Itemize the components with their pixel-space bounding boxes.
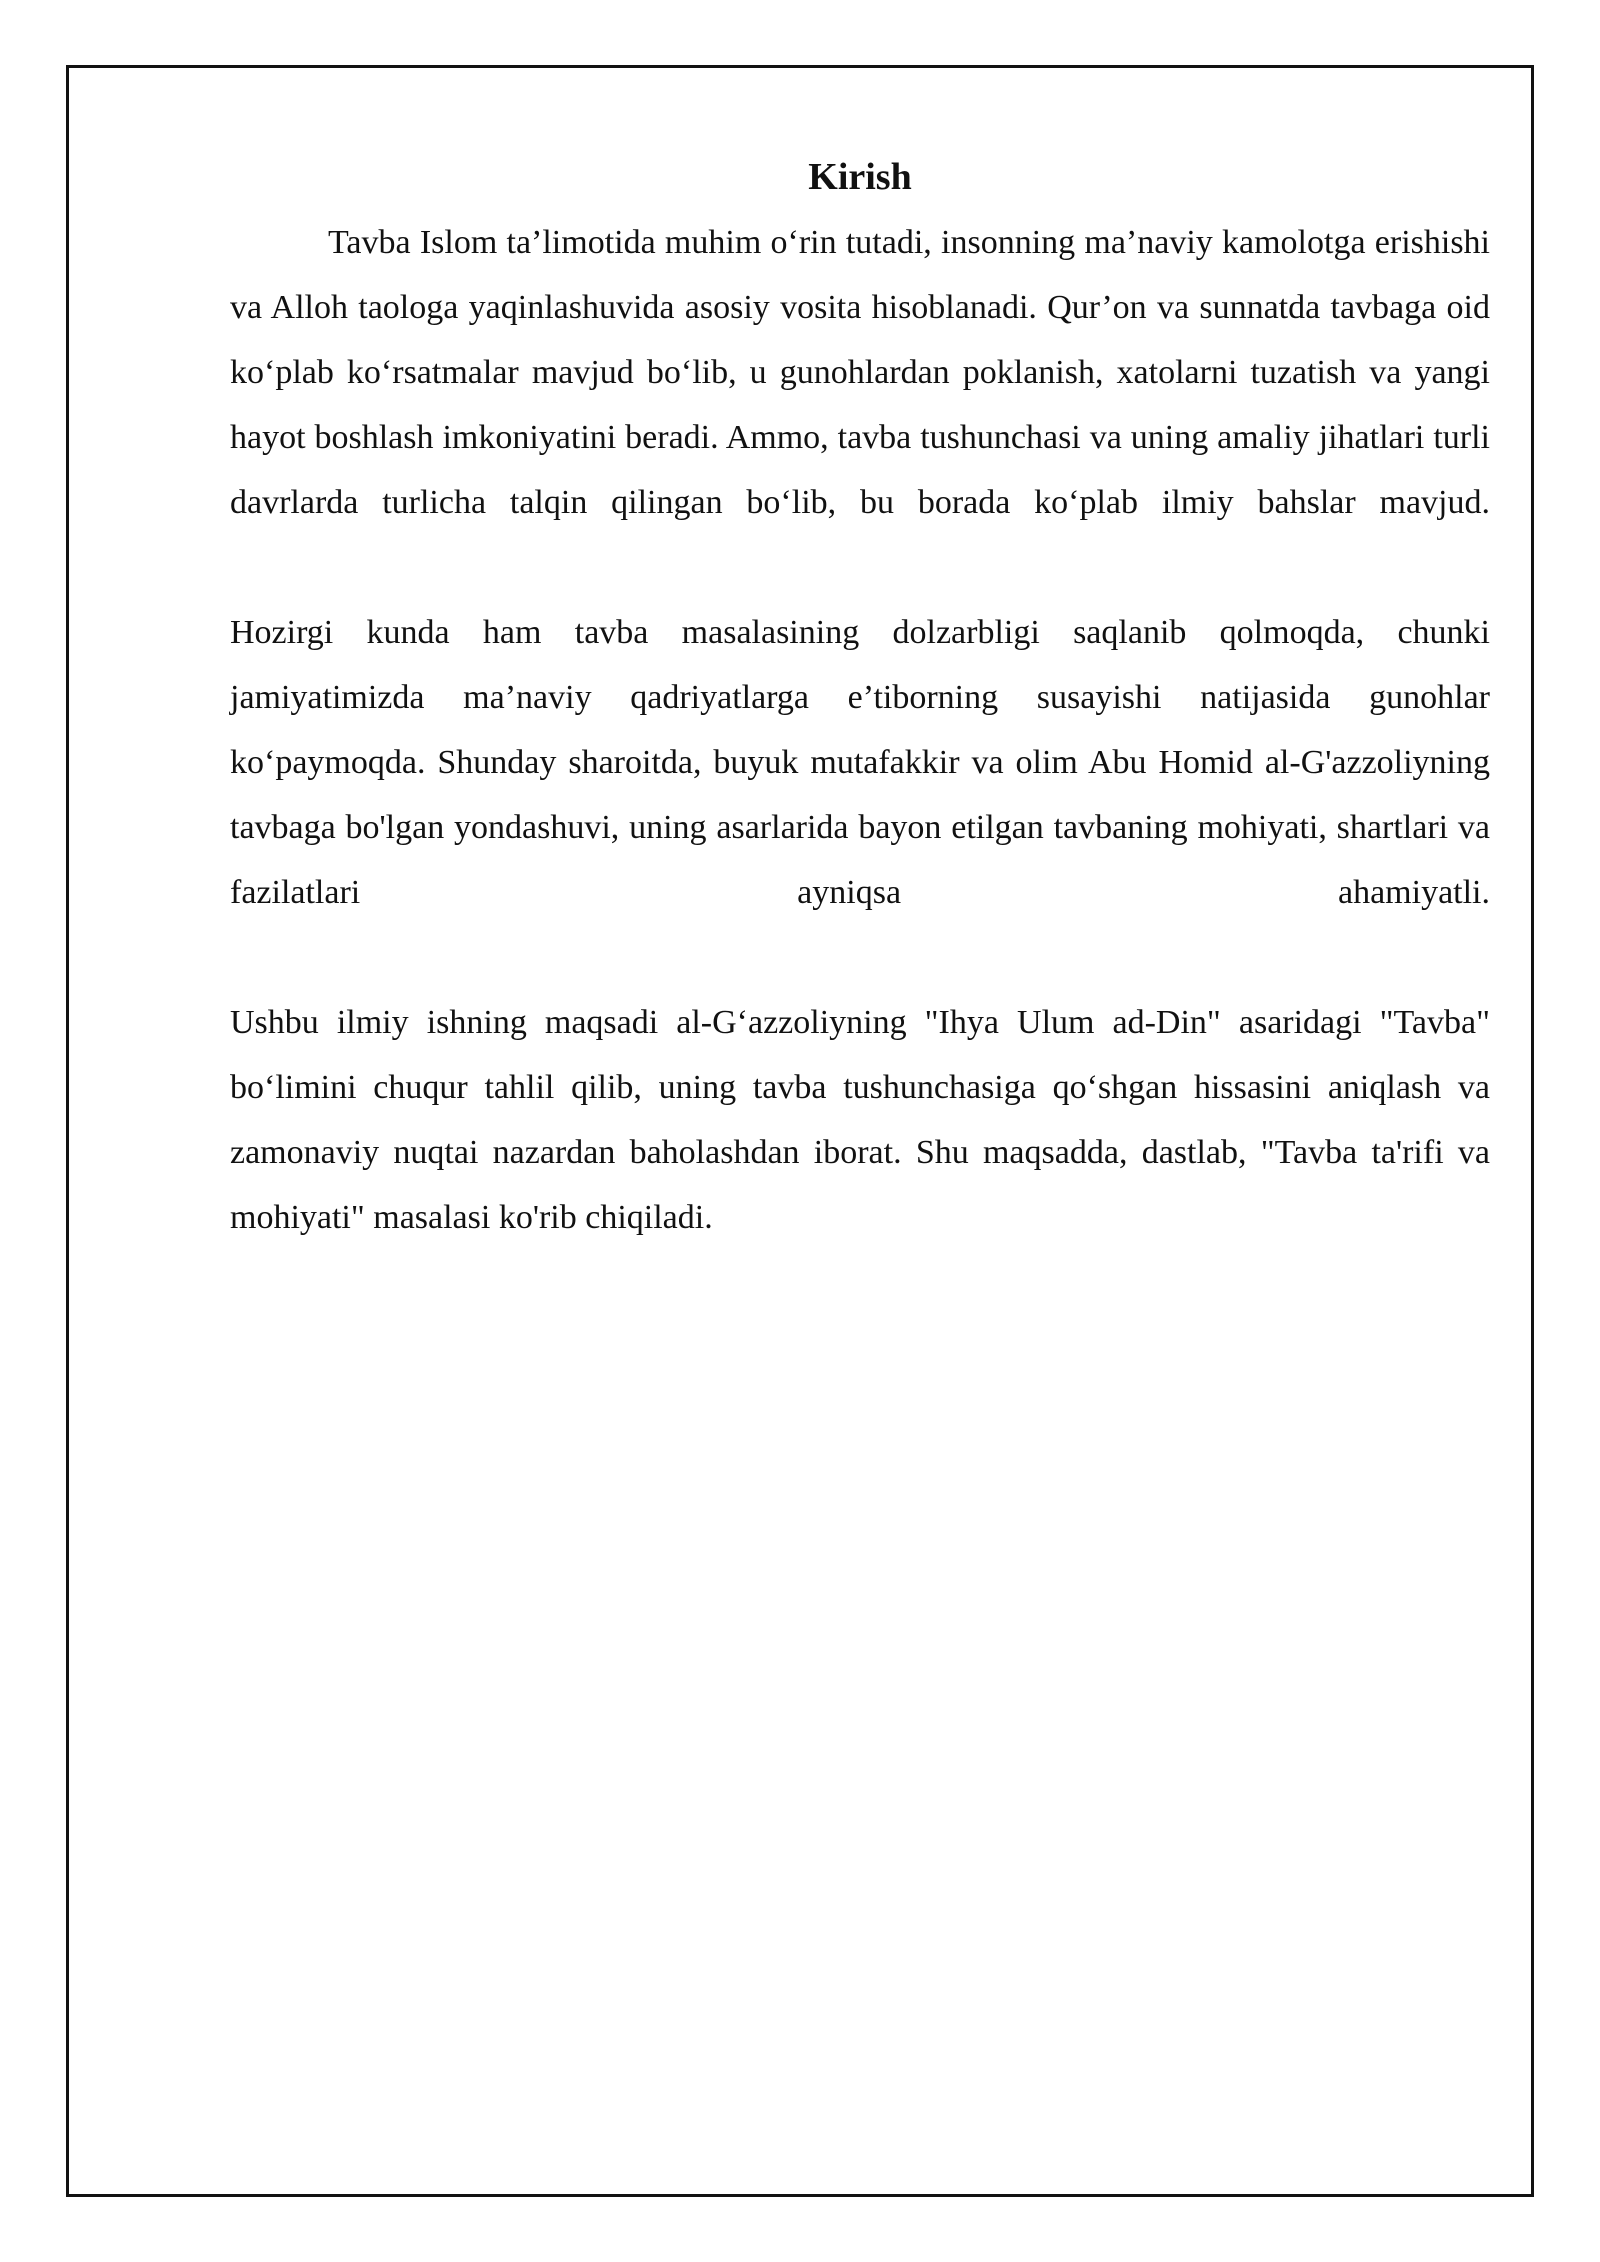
document-body xyxy=(230,150,1490,1250)
paragraph-gap xyxy=(230,535,1490,600)
paragraph-gap xyxy=(230,925,1490,990)
paragraph-1: Tavba Islom ta’limotida muhim o‘rin tutadi, insonning ma’naviy kamolotga erishishi va Alloh taologa yaqinlashuvida asosiy vosita hisoblanadi. Qur’on va sunnatda tavbaga oid ko‘plab ko‘rsatmalar mavjud bo‘lib, u gunohlardan poklanish, xatolarni tuzatish va yangi hayot boshlash imkoniyatini beradi. Ammo, tavba tushunchasi va uning amaliy jihatlari turli davrlarda turlicha talqin qilingan bo‘lib, bu borada ko‘plab ilmiy bahslar mavjud. xyxy=(230,224,1490,521)
paragraph-2: Hozirgi kunda ham tavba masalasining dolzarbligi saqlanib qolmoqda, chunki jamiyatimizda ma’naviy qadriyatlarga e’tiborning susayishi natijasida gunohlar ko‘paymoqda. Shunday sharoitda, buyuk mutafakkir va olim Abu Homid al-G'azzoliyning tavbaga bo'lgan yondashuvi, uning asarlarida bayon etilgan tavbaning mohiyati, shartlari va fazilatlari ayniqsa ahamiyatli. xyxy=(230,614,1490,911)
paragraph-3: Ushbu ilmiy ishning maqsadi al-G‘azzoliyning "Ihya Ulum ad-Din" asaridagi "Tavba" bo‘limini chuqur tahlil qilib, uning tavba tushunchasiga qo‘shgan hissasini aniqlash va zamonaviy nuqtai nazardan baholashdan iborat. Shu maqsadda, dastlab, "Tavba ta'rifi va mohiyati" masalasi ko'rib chiqiladi. xyxy=(230,1004,1490,1236)
page-title: Kirish xyxy=(808,156,912,198)
